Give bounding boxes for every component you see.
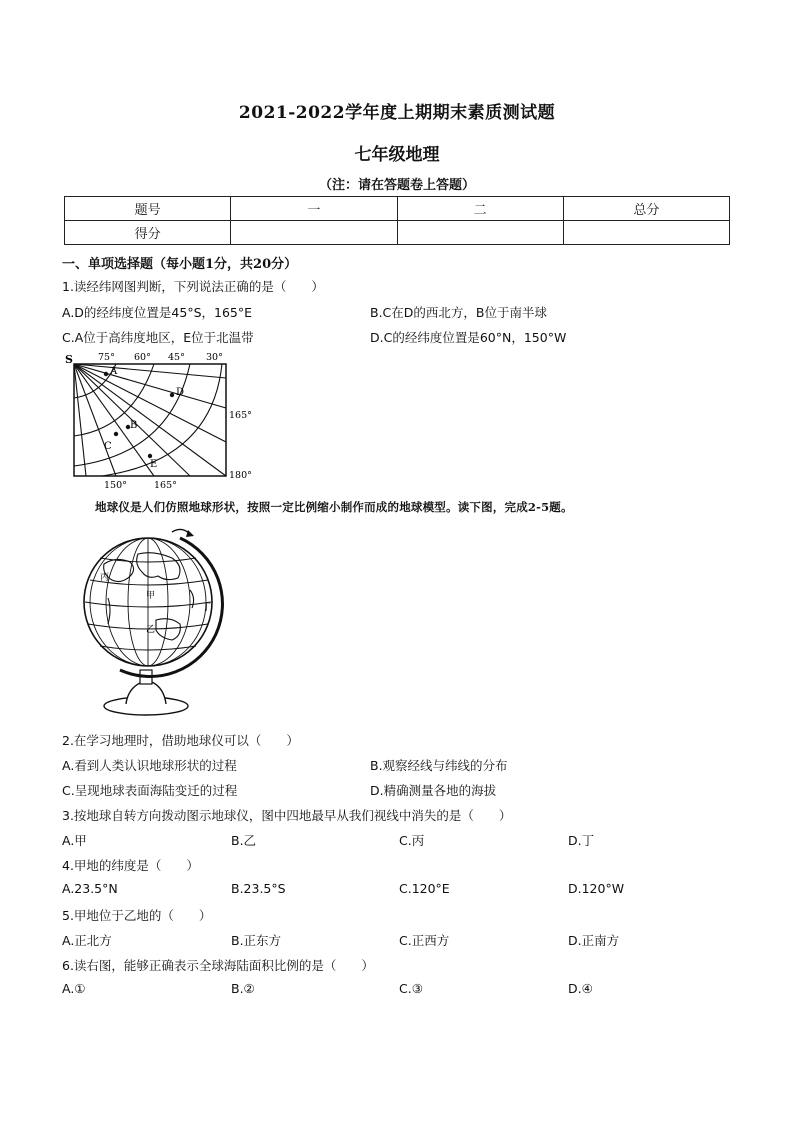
- point-c-label: C: [104, 441, 112, 452]
- question-1-option-a[interactable]: A.D的经纬度位置是45°S，165°E: [62, 305, 253, 320]
- question-3-option-c[interactable]: C.丙: [399, 833, 425, 848]
- question-2-option-d[interactable]: D.精确测量各地的海拔: [370, 783, 497, 798]
- globe-label-ding: 丁: [202, 603, 212, 613]
- question-4-option-c[interactable]: C.120°E: [399, 881, 450, 896]
- score-header-cell: 一: [231, 197, 397, 221]
- question-5-option-a[interactable]: A.正北方: [62, 933, 112, 948]
- question-3-option-b[interactable]: B.乙: [231, 833, 257, 848]
- top-tick-label: 45°: [168, 352, 185, 363]
- point-e-marker: [148, 454, 152, 458]
- question-1-option-c[interactable]: C.A位于高纬度地区，E位于北温带: [62, 330, 254, 345]
- question-6-option-a[interactable]: A.①: [62, 981, 86, 996]
- question-4-option-a[interactable]: A.23.5°N: [62, 881, 118, 896]
- question-1-option-b[interactable]: B.C在D的西北方，B位于南半球: [370, 305, 547, 320]
- question-1-option-d[interactable]: D.C的经纬度位置是60°N，150°W: [370, 330, 567, 345]
- bottom-tick-label: 165°: [154, 480, 177, 490]
- question-4-option-b[interactable]: B.23.5°S: [231, 881, 286, 896]
- point-e-label: E: [150, 459, 158, 470]
- top-tick-label: 60°: [134, 352, 151, 363]
- question-3-option-a[interactable]: A.甲: [62, 833, 87, 848]
- point-a-label: A: [110, 366, 118, 377]
- question-5-option-c[interactable]: C.正西方: [399, 933, 450, 948]
- question-2-stem: 2.在学习地理时，借助地球仪可以（ ）: [62, 733, 299, 748]
- question-6-stem: 6.读右图，能够正确表示全球海陆面积比例的是（ ）: [62, 958, 374, 973]
- right-tick-label: 165°: [229, 410, 252, 421]
- bottom-tick-label: 150°: [104, 480, 127, 490]
- question-6-option-c[interactable]: C.③: [399, 981, 423, 996]
- globe-label-bing: 丙: [100, 573, 110, 583]
- point-d-label: D: [176, 387, 185, 398]
- question-4-option-d[interactable]: D.120°W: [568, 881, 625, 896]
- score-row-label: 得分: [65, 221, 231, 245]
- exam-note: （注：请在答题卷上答题）: [318, 178, 475, 193]
- question-6-option-d[interactable]: D.④: [568, 981, 593, 996]
- top-tick-label: 30°: [206, 352, 223, 363]
- globe-label-yi: 乙: [146, 625, 156, 635]
- question-1-stem: 1.读经纬网图判断，下列说法正确的是（ ）: [62, 279, 324, 294]
- globe-illustration: [68, 520, 228, 720]
- score-header-cell: 题号: [65, 197, 231, 221]
- score-table: [64, 196, 730, 245]
- section-heading: 一、单项选择题（每小题1分，共20分）: [62, 257, 298, 272]
- globe-intro-text: 地球仪是人们仿照地球形状，按照一定比例缩小制作而成的地球模型。读下图，完成2-5题。: [95, 500, 573, 514]
- right-tick-label: 180°: [229, 470, 252, 481]
- score-cell[interactable]: [563, 221, 729, 245]
- question-6-option-b[interactable]: B.②: [231, 981, 255, 996]
- question-5-option-b[interactable]: B.正东方: [231, 933, 282, 948]
- pole-label: S: [65, 353, 73, 366]
- question-5-option-d[interactable]: D.正南方: [568, 933, 620, 948]
- question-3-stem: 3.按地球自转方向拨动图示地球仪，图中四地最早从我们视线中消失的是（ ）: [62, 808, 512, 823]
- point-c-marker: [114, 432, 118, 436]
- point-a-marker: [104, 372, 108, 376]
- lat-long-grid-map: [62, 350, 262, 490]
- score-header-cell: 总分: [563, 197, 729, 221]
- point-d-marker: [170, 393, 174, 397]
- exam-title: 2021-2022学年度上期期末素质测试题: [238, 103, 556, 123]
- question-3-option-d[interactable]: D.丁: [568, 833, 595, 848]
- point-b-label: B: [130, 420, 138, 431]
- question-5-stem: 5.甲地位于乙地的（ ）: [62, 908, 212, 923]
- top-tick-label: 75°: [98, 352, 115, 363]
- question-2-option-c[interactable]: C.呈现地球表面海陆变迁的过程: [62, 783, 238, 798]
- exam-subtitle: 七年级地理: [354, 145, 440, 165]
- score-table-header-row: [65, 197, 730, 221]
- globe-label-jia: 甲: [146, 591, 156, 601]
- question-2-option-b[interactable]: B.观察经线与纬线的分布: [370, 758, 508, 773]
- score-cell[interactable]: [397, 221, 563, 245]
- score-cell[interactable]: [231, 221, 397, 245]
- score-header-cell: 二: [397, 197, 563, 221]
- score-table-row: [65, 221, 730, 245]
- question-4-stem: 4.甲地的纬度是（ ）: [62, 858, 199, 873]
- question-2-option-a[interactable]: A.看到人类认识地球形状的过程: [62, 758, 237, 773]
